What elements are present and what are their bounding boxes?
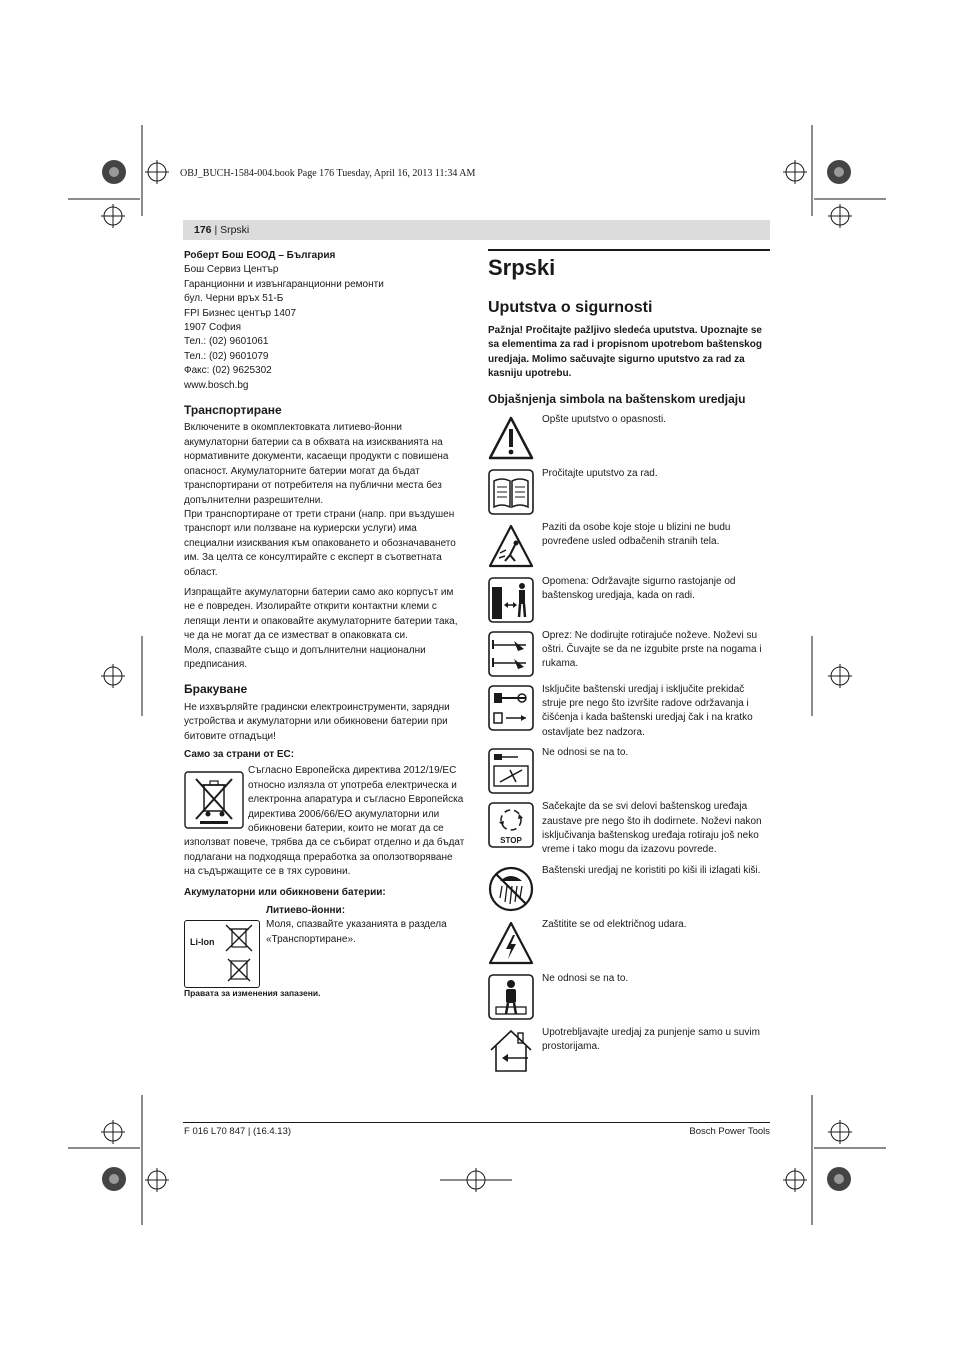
electric-shock-icon [488,920,534,966]
header-section: Srpski [220,224,250,236]
not-applicable-icon [488,748,534,794]
section-title: Srpski [488,255,556,280]
symbol-row [488,469,770,515]
symbol-row [488,1028,770,1074]
symbol-text: Paziti da osobe koje stoje u blizini ne budu povređene usled odbačenih stranih tela. [542,521,731,548]
footer-rule [183,1122,770,1123]
svg-text:STOP: STOP [500,836,522,846]
symbol-text: Opomena: Održavajte sigurno rastojanje od baštenskog uredjaja, kada on radi. [542,575,736,602]
thrown-objects-icon [488,523,534,569]
symbol-text: Oprez: Ne dodirujte rotirajuće noževe. Noževi su oštri. Čuvajte se da ne izgubite prste na nogama i rukama. [542,629,762,670]
address-line: Гаранционни и извънгаранционни ремонти [184,278,384,290]
switch-off-icon [488,685,534,731]
disposal-heading: Бракуване [184,682,248,697]
symbol-text: Pročitajte uputstvo za rad. [542,467,658,479]
liion-heading: Литиево-йонни: [266,905,346,917]
footer-doc-number: F 016 L70 847 | (16.4.13) [184,1126,292,1137]
symbol-row [488,748,770,794]
left-column [184,249,466,1000]
rights-reserved: Правата за изменения запазени. [184,988,321,999]
crossed-bin-icon [184,771,244,829]
symbol-text: Sačekajte da se svi delovi baštenskog uređaja zaustave pre nego što ih dodirnete. Noževi nakon isključivanja baštenskog uređaja rotiraju još neko vreme i tako mogu da izazovu povrede. [542,801,762,856]
transport-paragraph: Моля, спазвайте също и допълнителни национални предписания. [184,644,426,670]
symbol-row [488,631,770,677]
print-info-line: OBJ_BUCH-1584-004.book Page 176 Tuesday, April 16, 2013 11:34 AM [180,168,476,179]
page-header-bar [183,220,770,240]
symbol-row [488,920,770,966]
disposal-paragraph: Не изхвърляйте градински електроинструменти, зарядни устройства и акумулаторни или обикновени батерии при битовите отпадъци! [184,701,450,742]
eu-heading: Само за страни от ЕС: [184,749,295,760]
symbol-text: Zaštitite se od električnog udara. [542,918,687,930]
page-number: 176 [194,224,212,236]
address-line: Тел.: (02) 9601061 [184,336,269,348]
symbol-row [488,523,770,569]
address-line: бул. Черни връх 51-Б [184,293,284,305]
address-line: Факс: (02) 9625302 [184,365,272,377]
symbol-row [488,577,770,623]
symbol-text: Upotrebljavajte uredjaj za punjenje samo u suvim prostorijama. [542,1026,760,1053]
warning-paragraph: Pažnja! Pročitajte pažljivo sledeća uputstva. Upoznajte se sa elementima za rad i propisnom upotrebom baštenskog uredjaja. Molimo sačuvajte sigurno uputstvo za rad za kasniju upotrebu. [488,325,762,380]
symbol-text: Isključite baštenski uredjaj i isključite prekidač struje pre nego što izvršite radove održavanja i čišćenja i kada baštenski uredjaj čak i na kratko ostavljate bez nadzora. [542,683,753,738]
no-rain-icon [488,866,534,912]
batteries-heading: Акумулаторни или обикновени батерии: [184,886,386,898]
stop-rotation-icon [488,802,534,848]
read-manual-icon [488,469,534,515]
address-line: Тел.: (02) 9601079 [184,350,269,362]
symbol-row [488,802,770,858]
crossed-battery-icon [223,923,255,983]
transport-paragraph: Изпращайте акумулаторни батерии само ако корпусът им не е повреден. Изолирайте открити контактни клеми с лепящи ленти и опаковайте акумулаторните батерии така, че да не могат да се изместват в опаковката си. [184,586,458,642]
symbol-list [488,415,770,1074]
liion-label: Li-Ion [190,937,215,947]
symbols-heading: Objašnjenja simbola na baštenskom uredjaju [488,391,746,406]
website-link[interactable]: www.bosch.bg [184,379,249,391]
symbol-row [488,415,770,461]
symbol-text: Ne odnosi se na to. [542,747,629,759]
symbol-row [488,685,770,741]
right-column [488,249,770,1074]
header-separator: | [211,224,221,236]
safe-distance-icon [488,577,534,623]
transport-paragraph: При транспортиране от трети страни (напр. при въздушен транспорт или ползване на куриерски услуги) има специални изисквания към опаковането и обозначаването им. За целта се консултирайте с експерт в съответната област. [184,508,456,578]
warning-triangle-icon [488,415,534,461]
liion-text: Моля, спазвайте указанията в раздела «Транспортиране». [266,919,447,945]
symbol-row [488,866,770,912]
not-applicable-person-icon [488,974,534,1020]
company-name: Роберт Бош ЕООД – България [184,250,336,261]
safety-heading: Uputstva o sigurnosti [488,299,653,316]
symbol-text: Baštenski uredjaj ne koristiti po kiši ili izlagati kiši. [542,864,761,876]
symbol-text: Opšte uputstvo o opasnosti. [542,413,666,425]
symbol-text: Ne odnosi se na to. [542,972,629,984]
liion-battery-symbol [184,920,260,988]
address-line: 1907 София [184,322,242,334]
footer-brand: Bosch Power Tools [689,1126,770,1137]
address-line: Бош Сервиз Център [184,264,279,276]
indoor-charging-icon [488,1028,534,1074]
title-rule [488,249,770,251]
page-header [194,224,249,236]
rotating-blades-icon [488,631,534,677]
eu-paragraph: Съгласно Европейска директива 2012/19/ЕС относно излязла от употреба електрическа и електронна апаратура и съгласно Европейска директива 2006/66/ЕО акумулаторни или обикновени батерии, които не могат да се използват повече, трябва да се събират отделно и да бъдат подлагани на подходяща преработка за оползотворяване на съдържащите се в тях суровини. [184,765,465,878]
transport-heading: Транспортиране [184,403,282,418]
address-line: FPI Бизнес център 1407 [184,307,297,319]
transport-paragraph: Включените в окомплектовката литиево-йонни акумулаторни батерии са в обхвата на изискванията на нормативните документи, касаещи продукти с повишена опасност. Акумулаторните батерии могат да бъдат транспортирани от потребителя на публични места без допълнителни разрешителни. [184,422,449,506]
symbol-row [488,974,770,1020]
